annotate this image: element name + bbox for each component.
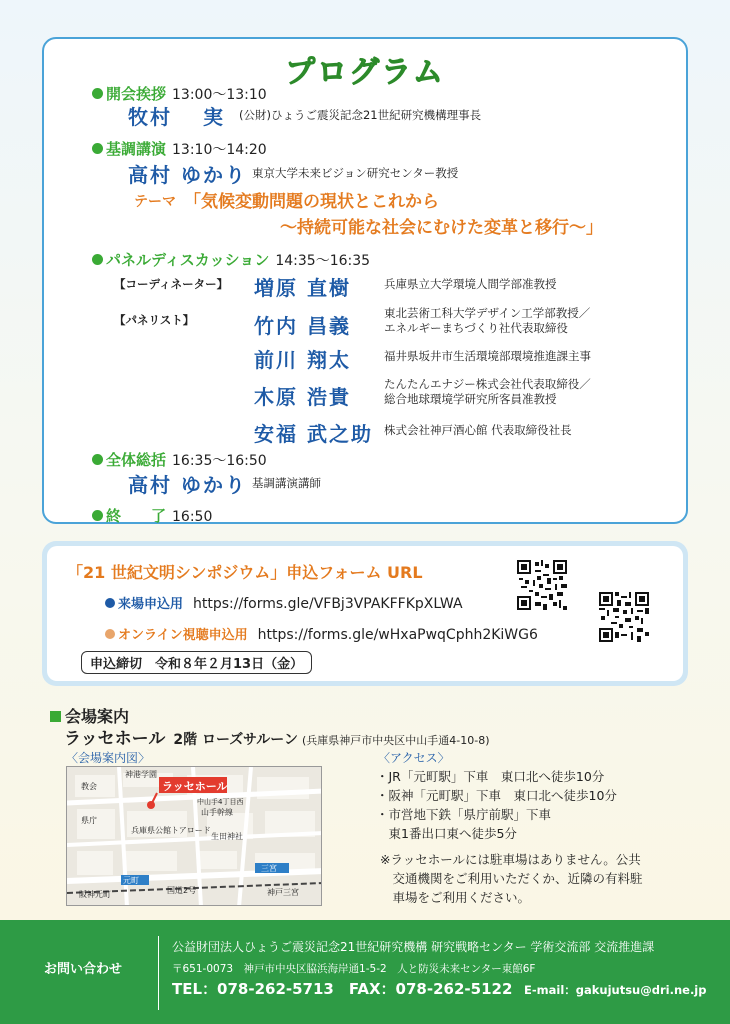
deadline-box: 申込締切 令和８年２月13日（金） bbox=[81, 651, 312, 674]
map-church-label: 教会 bbox=[81, 782, 97, 791]
summary-section bbox=[92, 449, 267, 470]
bullet-icon bbox=[92, 454, 103, 465]
online-qr-code[interactable] bbox=[599, 592, 649, 642]
venue-map[interactable] bbox=[66, 766, 322, 906]
bullet-icon bbox=[105, 598, 115, 608]
keynote-section bbox=[92, 138, 267, 159]
closing-time: 16:50 bbox=[172, 509, 213, 525]
map-sannomiya-label: 三宮 bbox=[261, 864, 277, 873]
panel-member-affiliation: エネルギーまちづくり社代表取締役 bbox=[384, 321, 568, 335]
venue-floor: 2階 ローズサルーン bbox=[173, 732, 298, 748]
parking-note bbox=[380, 850, 643, 907]
footer-divider bbox=[158, 936, 159, 1010]
panel-member-name: 安福 武之助 bbox=[254, 422, 373, 446]
email-link[interactable]: E-mail：gakujutsu@dri.ne.jp bbox=[524, 983, 707, 997]
map-hall-label: ラッセホール bbox=[162, 780, 228, 793]
bullet-icon bbox=[92, 88, 103, 99]
keynote-affiliation: 東京大学未来ビジョン研究センター教授 bbox=[252, 166, 459, 180]
access-line: ・阪神「元町駅」下車 東口北へ徒歩10分 bbox=[376, 788, 617, 803]
opening-affiliation: (公財)ひょうご震災記念21世紀研究機構理事長 bbox=[239, 108, 482, 122]
opening-label: 開会挨拶 bbox=[106, 85, 167, 103]
map-tor-label: トアロード bbox=[171, 826, 211, 835]
venue-name-line bbox=[64, 724, 490, 749]
application-title: 「21 世紀文明シンポジウム」申込フォーム URL bbox=[67, 563, 423, 582]
inquiry-label: お問い合わせ bbox=[44, 962, 123, 977]
map-ikuta-label: 生田神社 bbox=[211, 832, 243, 841]
map-kaikan-label: 兵庫県公館 bbox=[131, 826, 171, 835]
theme-line-2: ～持続可能な社会にむけた変革と移行～」 bbox=[280, 218, 603, 238]
map-kokudou-label: 国道2号 bbox=[167, 886, 197, 895]
map-kobe-label: 神戸三宮 bbox=[267, 888, 299, 897]
venue-qr-code[interactable] bbox=[517, 560, 567, 610]
venue-heading-text: 会場案内 bbox=[65, 707, 130, 726]
map-heading: 〈会場案内図〉 bbox=[66, 751, 151, 765]
panel-member-affiliation: たんたんエナジー株式会社代表取締役／ bbox=[384, 377, 591, 391]
venue-application-url[interactable]: https://forms.gle/VFBj3VPAKFFKpXLWA bbox=[193, 596, 463, 612]
map-kencho-label: 県庁 bbox=[81, 816, 97, 825]
access-line: 東1番出口東へ徒歩5分 bbox=[376, 826, 517, 841]
program-panel bbox=[42, 37, 688, 524]
panel-member-name: 木原 浩貴 bbox=[254, 385, 351, 409]
panel-member-name: 増原 直樹 bbox=[254, 276, 351, 300]
panel-member-affiliation: 東北芸術工科大学デザイン工学部教授／ bbox=[384, 306, 591, 320]
map-school-label: 神港学園 bbox=[125, 770, 157, 779]
access-heading: 〈アクセス〉 bbox=[378, 751, 450, 765]
bullet-icon bbox=[92, 254, 103, 265]
venue-application-row bbox=[105, 593, 463, 612]
bullet-icon bbox=[92, 510, 103, 521]
access-line: ・市営地下鉄「県庁前駅」下車 bbox=[376, 807, 552, 822]
online-application-row bbox=[105, 624, 538, 643]
panel-member-affiliation: 総合地球環境学研究所客員准教授 bbox=[384, 392, 557, 406]
keynote-label: 基調講演 bbox=[106, 140, 167, 158]
note-line: ※ラッセホールには駐車場はありません。公共 bbox=[380, 852, 641, 867]
map-motomachi-label: 元町 bbox=[123, 876, 139, 885]
venue-address: (兵庫県神戸市中央区中山手通4-10-8) bbox=[301, 734, 490, 747]
venue-application-label: 来場申込用 bbox=[118, 597, 184, 612]
panel-section bbox=[92, 249, 370, 270]
note-line: 車場をご利用ください。 bbox=[380, 890, 531, 905]
panel-member-name: 竹内 昌義 bbox=[254, 314, 351, 338]
venue-name: ラッセホール bbox=[64, 729, 166, 749]
online-application-url[interactable]: https://forms.gle/wHxaPwqCphh2KiWG6 bbox=[257, 627, 538, 643]
coordinator-role: 【コーディネーター】 bbox=[114, 277, 229, 291]
opening-speaker: 牧村 実 bbox=[128, 105, 225, 129]
panel-member-name: 前川 翔太 bbox=[254, 348, 351, 372]
panelist-role: 【パネリスト】 bbox=[114, 313, 195, 327]
online-application-label: オンライン視聴申込用 bbox=[118, 628, 248, 643]
program-title: プログラム bbox=[285, 55, 445, 90]
keynote-speaker: 高村 ゆかり bbox=[128, 163, 247, 187]
panel-member-affiliation: 株式会社神戸酒心館 代表取締役社長 bbox=[384, 423, 572, 437]
summary-time: 16:35～16:50 bbox=[172, 453, 267, 469]
footer bbox=[0, 920, 730, 1024]
note-line: 交通機関をご利用いただくか、近隣の有料駐 bbox=[380, 871, 643, 886]
panel-time: 14:35～16:35 bbox=[275, 253, 371, 269]
map-yamate-label: 山手幹線 bbox=[201, 808, 233, 817]
square-bullet-icon bbox=[50, 711, 61, 722]
theme-label: テーマ bbox=[134, 194, 176, 210]
opening-time: 13:00～13:10 bbox=[172, 87, 267, 103]
panel-label: パネルディスカッション bbox=[106, 251, 270, 269]
application-panel bbox=[42, 541, 688, 686]
summary-speaker: 高村 ゆかり bbox=[128, 473, 247, 497]
summary-label: 全体総括 bbox=[106, 451, 167, 469]
summary-affiliation: 基調講演講師 bbox=[252, 476, 321, 490]
closing-label: 終 了 bbox=[106, 507, 167, 525]
map-nakayama-label: 中山手4丁目西 bbox=[197, 798, 244, 806]
access-line: ・JR「元町駅」下車 東口北へ徒歩10分 bbox=[376, 769, 605, 784]
panel-member-affiliation: 福井県坂井市生活環境部環境推進課主事 bbox=[384, 349, 591, 363]
bullet-icon bbox=[105, 629, 115, 639]
closing-section bbox=[92, 505, 212, 526]
bullet-icon bbox=[92, 143, 103, 154]
panel-member-affiliation: 兵庫県立大学環境人間学部准教授 bbox=[384, 277, 557, 291]
phone-fax[interactable]: TEL：078-262-5713 FAX：078-262-5122 bbox=[172, 980, 513, 998]
theme-line-1: 「気候変動問題の現状とこれから bbox=[184, 192, 439, 212]
keynote-time: 13:10～14:20 bbox=[172, 142, 267, 158]
organization-address: 〒651-0073 神戸市中央区脇浜海岸通1-5-2 人と防災未来センター東館6F bbox=[172, 963, 536, 975]
organization-name: 公益財団法人ひょうご震災記念21世紀研究機構 研究戦略センター 学術交流部 交流推進課 bbox=[172, 940, 655, 954]
map-hanshin-label: 阪神元町 bbox=[79, 890, 111, 899]
